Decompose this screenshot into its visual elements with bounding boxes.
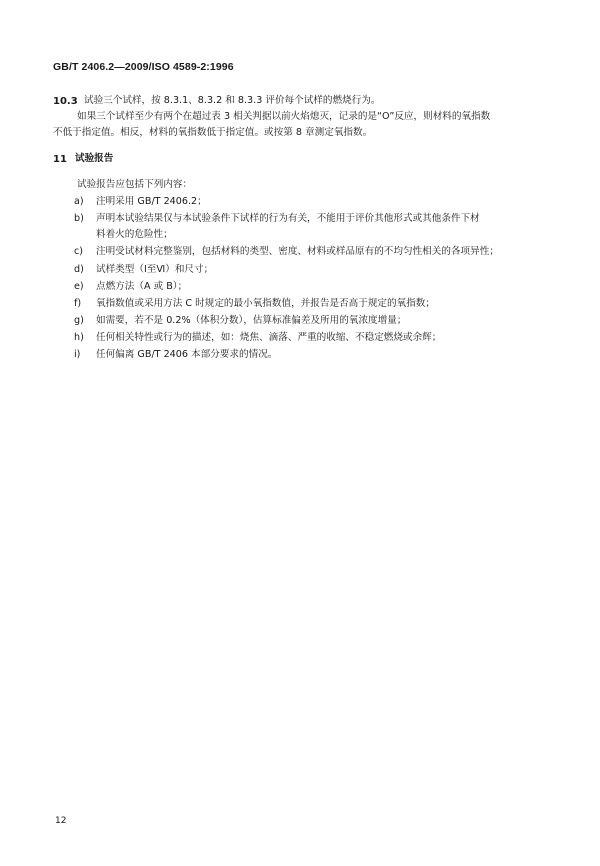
list-item-label: c) bbox=[74, 246, 84, 257]
section-10-3-para-line2: 不低于指定值。相反，材料的氧指数低于指定值。或按第 8 章测定氧指数。 bbox=[53, 127, 373, 138]
list-item-label: i) bbox=[74, 349, 81, 360]
section-10-3-title: 试验三个试样，按 8.3.1、8.3.2 和 8.3.3 评价每个试样的燃烧行为。 bbox=[84, 95, 381, 106]
list-item-text: 氧指数值或采用方法 C 时规定的最小氧指数值，并报告是否高于规定的氧指数； bbox=[96, 298, 435, 309]
section-10-3-para-line1: 如果三个试样至少有两个在超过表 3 相关判据以前火焰熄灭，记录的是“O”反应，则材料的氧指数 bbox=[77, 111, 491, 122]
list-item-label: h) bbox=[74, 332, 84, 343]
section-11-intro: 试验报告应包括下列内容： bbox=[77, 179, 193, 190]
list-item-label: b) bbox=[74, 213, 84, 224]
list-item-continuation: 料着火的危险性； bbox=[96, 229, 173, 240]
list-item-text: 注明受试材料完整鉴别，包括材料的类型、密度、材料或样品原有的不均匀性相关的各项异性； bbox=[96, 246, 499, 257]
section-11-title: 试验报告 bbox=[75, 153, 114, 164]
section-10-3-number: 10.3 bbox=[53, 96, 78, 107]
list-item-label: a) bbox=[74, 196, 84, 207]
standard-header: GB/T 2406.2—2009/ISO 4589-2:1996 bbox=[53, 61, 234, 73]
list-item-label: f) bbox=[74, 298, 82, 309]
list-item-label: g) bbox=[74, 315, 84, 326]
list-item-text: 任何偏离 GB/T 2406 本部分要求的情况。 bbox=[96, 349, 278, 360]
list-item-text: 如需要，若不是 0.2%（体积分数），估算标准偏差及所用的氧浓度增量； bbox=[96, 315, 407, 326]
list-item-text: 声明本试验结果仅与本试验条件下试样的行为有关，不能用于评价其他形式或其他条件下材 bbox=[96, 213, 480, 224]
list-item-label: d) bbox=[74, 264, 84, 275]
list-item-label: e) bbox=[74, 281, 84, 292]
list-item-text: 任何相关特性或行为的描述，如：烧焦、滴落、严重的收缩、不稳定燃烧或余辉； bbox=[96, 332, 442, 343]
section-11-number: 11 bbox=[53, 154, 67, 165]
list-item-text: 点燃方法（A 或 B）； bbox=[96, 281, 188, 292]
list-item-text: 注明采用 GB/T 2406.2； bbox=[96, 196, 207, 207]
list-item-text: 试样类型（Ⅰ至Ⅵ）和尺寸； bbox=[96, 264, 214, 275]
page-number: 12 bbox=[55, 816, 67, 826]
